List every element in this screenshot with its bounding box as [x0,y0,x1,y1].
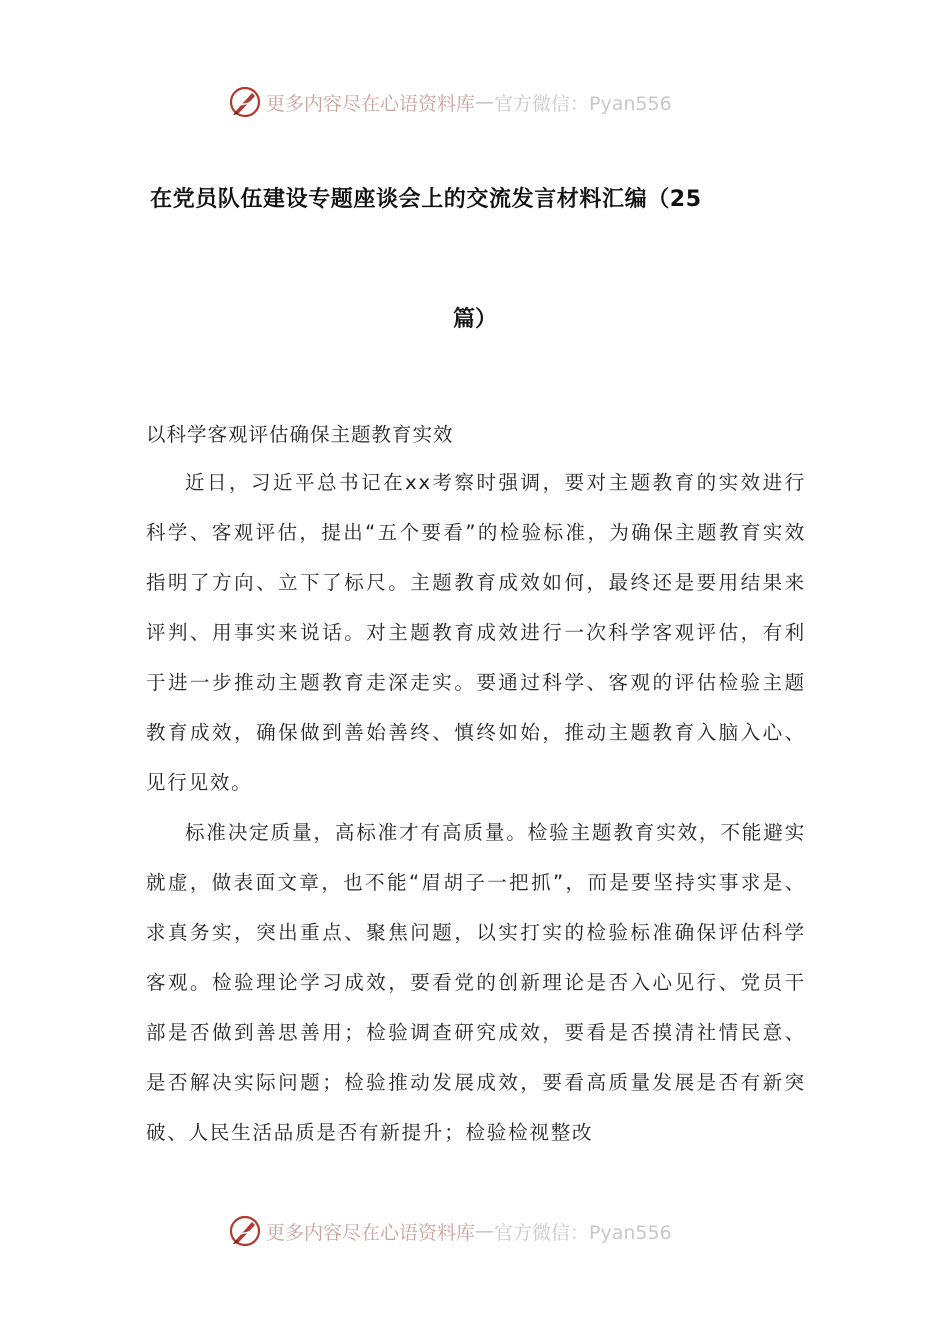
header-watermark [228,82,748,122]
document-body [146,458,806,1158]
pen-logo-icon [228,1214,262,1248]
document-title-continuation: 篇） [452,307,497,332]
section-heading: 以科学客观评估确保主题教育实效 [146,423,454,446]
watermark-wechat-text: 官方微信：Pyan556 [494,1221,672,1244]
document-title: 在党员队伍建设专题座谈会上的交流发言材料汇编（25 [150,187,702,212]
pen-logo-icon [228,85,262,119]
body-paragraph: 近日，习近平总书记在xx考察时强调，要对主题教育的实效进行科学、客观评估，提出“五个要看”的检验标准，为确保主题教育实效指明了方向、立下了标尺。主题教育成效如何，最终还是要用结果来评判、用事实来说话。对主题教育成效进行一次科学客观评估，有利于进一步推动主题教育走深走实。要通过科学、客观的评估检验主题教育成效，确保做到善始善终、慎终如始，推动主题教育入脑入心、见行见效。 [146,471,806,794]
watermark-brand-text: 更多内容尽在心语资料库 [266,92,476,115]
watermark-wechat-text: 官方微信：Pyan556 [494,92,672,115]
body-paragraph: 标准决定质量，高标准才有高质量。检验主题教育实效，不能避实就虚，做表面文章，也不能“眉胡子一把抓”，而是要坚持实事求是、求真务实，突出重点、聚焦问题，以实打实的检验标准确保评估科学客观。检验理论学习成效，要看党的创新理论是否入心见行、党员干部是否做到善思善用；检验调查研究成效，要看是否摸清社情民意、是否解决实际问题；检验推动发展成效，要看高质量发展是否有新突破、人民生活品质是否有新提升；检验检视整改 [146,821,806,1144]
watermark-brand-text: 更多内容尽在心语资料库 [266,1221,476,1244]
watermark-separator: — [475,1220,495,1242]
watermark-separator: — [475,91,495,113]
footer-watermark [228,1211,748,1251]
